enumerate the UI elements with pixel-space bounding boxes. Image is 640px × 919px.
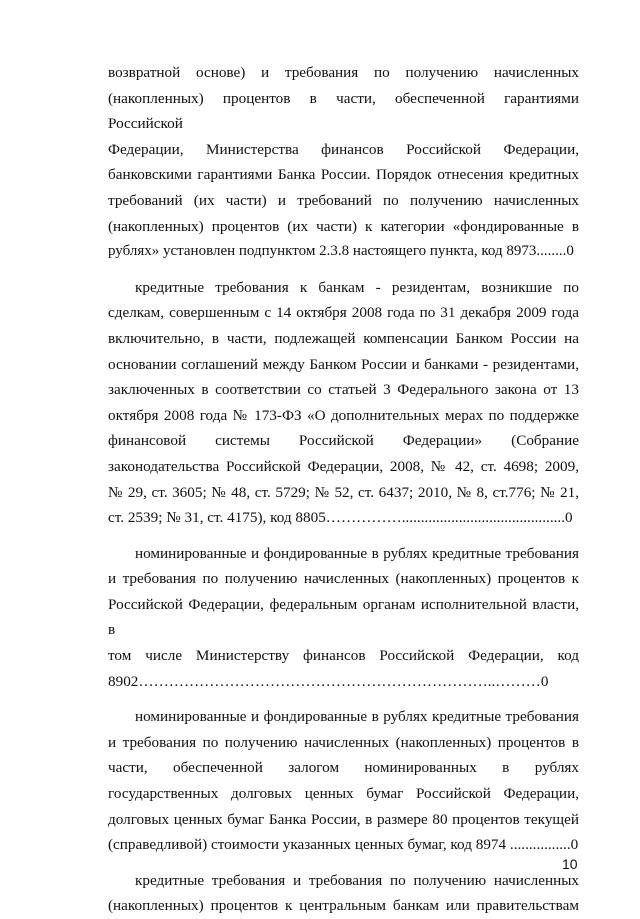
paragraph-3 — [108, 541, 579, 695]
text-line: Федерации, Министерства финансов Российской Федерации, — [108, 140, 579, 158]
text-line: возвратной основе) и требования по получению начисленных — [108, 64, 579, 81]
text-line: октября 2008 года № 173-ФЗ «О дополнительных мерах по поддержке — [108, 406, 579, 424]
text-line: кредитные требования и требования по получению начисленных — [135, 871, 579, 889]
text-line: сделкам, совершенным с 14 октября 2008 года по 31 декабря 2009 года — [108, 304, 579, 322]
text-line: (накопленных) процентов к центральным банкам или правительствам — [108, 897, 579, 915]
paragraph-4 — [108, 704, 579, 858]
text-line: законодательства Российской Федерации, 2008, № 42, ст. 4698; 2009, — [108, 457, 579, 475]
text-line: том числе Министерству финансов Российской Федерации, код — [108, 647, 579, 665]
text-line: и требования по получению начисленных (накопленных) процентов к — [108, 570, 579, 588]
paragraph-5 — [108, 868, 579, 919]
text-line: государственных долговых ценных бумаг Российской Федерации, — [108, 785, 579, 803]
text-line: (справедливой) стоимости указанных ценных бумаг, код 8974 ................0 — [108, 836, 579, 854]
text-line: и требования по получению начисленных (накопленных) процентов в — [108, 733, 579, 751]
paragraph-2 — [108, 275, 579, 531]
text-line: номинированные и фондированные в рублях кредитные требования — [135, 708, 579, 726]
text-line: заключенных в соответствии со статьей 3 Федерального закона от 13 — [108, 381, 579, 399]
text-line: кредитные требования к банкам - резидентам, возникшие по — [135, 278, 579, 296]
text-line: (накопленных) процентов в части, обеспеченной гарантиями Российской — [108, 89, 579, 133]
paragraph-1 — [108, 60, 579, 265]
text-line: номинированные и фондированные в рублях кредитные требования — [135, 544, 579, 562]
body-text — [108, 60, 579, 919]
text-line: части, обеспеченной залогом номинированных в рублях — [108, 759, 579, 777]
text-line: основании соглашений между Банком России и банками - резидентами, — [108, 355, 579, 373]
text-line: долговых ценных бумаг Банка России, в размере 80 процентов текущей — [108, 810, 579, 828]
text-line: включительно, в части, подлежащей компенсации Банком России на — [108, 329, 579, 347]
text-line: Российской Федерации, федеральным органам исполнительной власти, в — [108, 595, 579, 639]
text-line: банковскими гарантиями Банка России. Порядок отнесения кредитных — [108, 166, 579, 184]
text-line: 8902……………………………………………………………..………0 — [108, 672, 549, 690]
text-line: требований (их части) и требований по получению начисленных — [108, 191, 579, 209]
page-number: 10 — [562, 856, 578, 872]
text-line: (накопленных) процентов (их части) к категории «фондированные в — [108, 217, 579, 235]
text-line: ст. 2539; № 31, ст. 4175), код 8805……………...........................................0 — [108, 509, 573, 527]
text-line: № 29, ст. 3605; № 48, ст. 5729; № 52, ст. 6437; 2010, № 8, ст.776; № 21, — [108, 483, 579, 501]
text-line: рублях» установлен подпунктом 2.3.8 настоящего пункта, код 8973........0 — [108, 243, 574, 260]
text-line: финансовой системы Российской Федерации» (Собрание — [108, 432, 579, 450]
